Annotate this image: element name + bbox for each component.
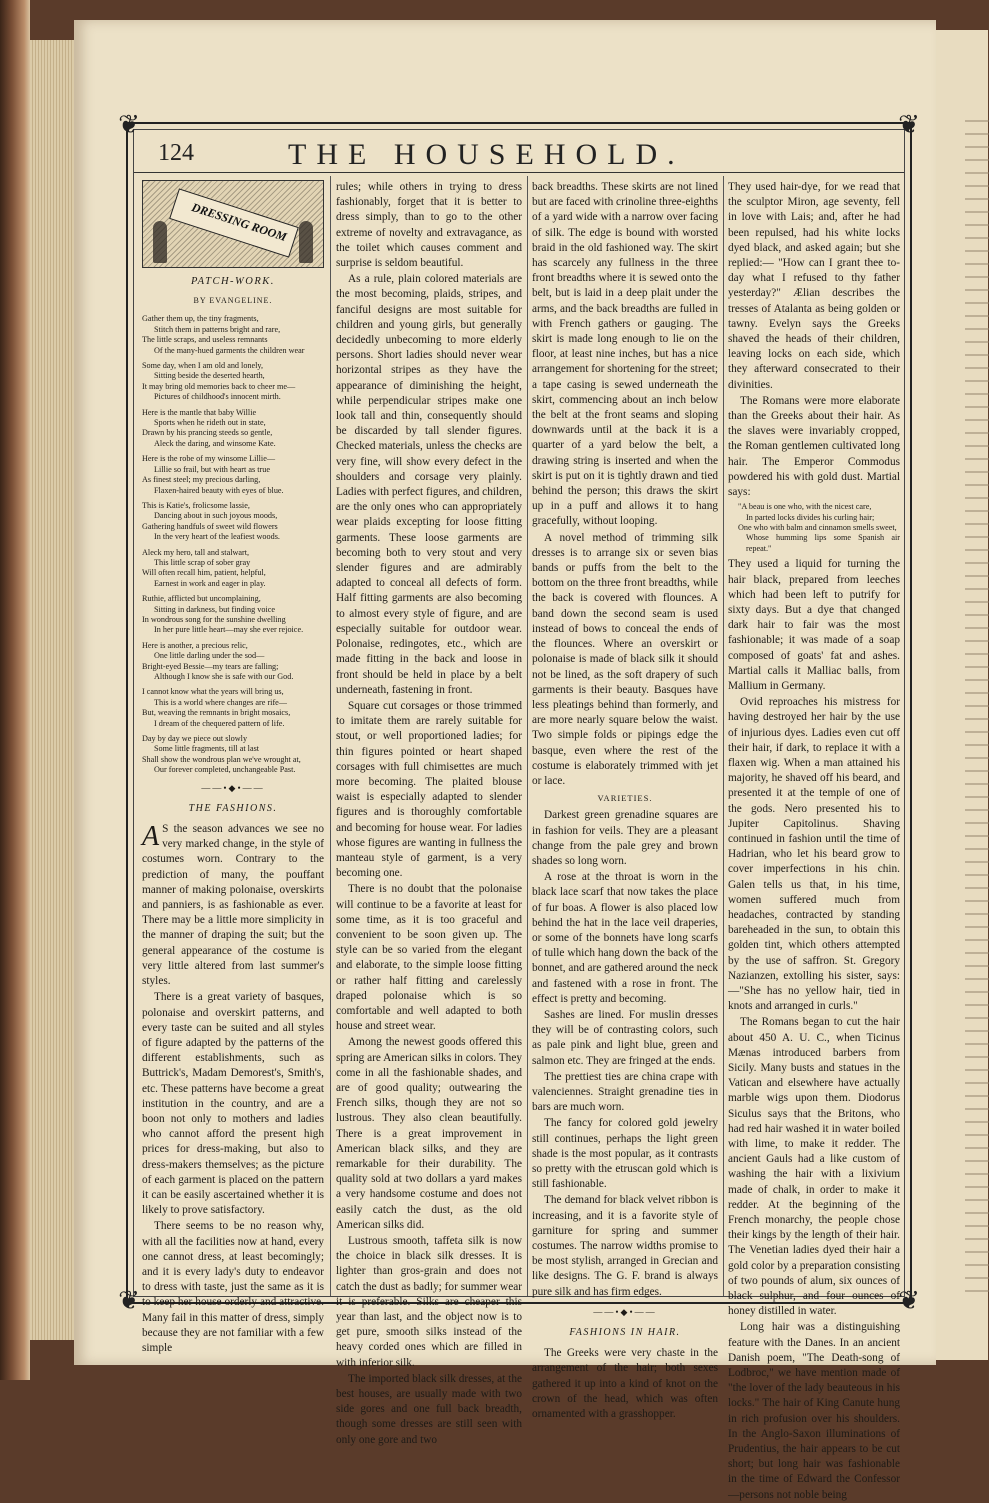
poem-line: Flaxen-haired beauty with eyes of blue. [154,485,284,495]
paragraph: Ovid reproaches his mistress for having destroyed her hair by the use of injurious dyes. Ladies even cut off their hair, if dark, to replace it with a flaxen wig. When a man attained his majority, he shaved off his beard, and presented it at the temple of one of the gods. Nero presented his to Jupiter Capitolinus. Shaving continued in fashion until the time of Hadrian, who let his beard grow to cover imperfections in his chin. Galen tells us that, in his time, women suffered much from headaches, contracted by standing bareheaded in the sun, to obtain this golden tint, which others attempted by the use of saffron. St. Gregory Nazianzen, extolling his sister, says:—"She has no yellow hair, tied in knots and arranged in curls." [728,696,900,1013]
poem-byline: BY EVANGELINE. [193,296,273,306]
book-binding [0,0,30,1380]
poem-line: Will often recall him, patient, helpful, [142,568,266,578]
poem-line: I cannot know what the years will bring us, [142,687,284,697]
section-title: THE FASHIONS. [188,802,278,814]
column-divider [723,176,724,1296]
flourish-icon: ❦ [898,1286,920,1315]
poem-line: Some day, when I am old and lonely, [142,361,264,371]
dressing-room-illustration [142,180,324,268]
paragraph: The demand for black velvet ribbon is increasing, and it is a favorite style of garniture for spring and summer costumes. The narrow widths promise to be most stylish, arranged in Grecian and like designs. The G. F. brand is always pure silk and has firm edges. [532,1194,718,1298]
paragraph: They used hair-dye, for we read that the sculptor Miron, age seventy, fell in love with Lais; and, after he had been repulsed, had his white locks dyed black, and asked again; but she replied:— "How can I grant thee to-day what I refused to thy father yesterday?" Ælian describes the tresses of Atalanta as being golden or tawny. Evelyn says the Greeks shaved the heads of their children, leaving locks on each side, which they afterward consecrated to their divinities. [728,181,900,391]
poem-stanza [142,501,324,543]
poem-line: In the very heart of the leafiest woods. [154,532,280,542]
poem-line: Some little fragments, till at last [154,744,260,754]
paragraph: A novel method of trimming silk dresses is to arrange six or seven bias bands or puffs from the belt to the bottom on the three front breadths, while the back is covered with flounces. A band down the second seam is used instead of bows to conceal the ends of the flounces. Where an overskirt or polonaise is made of black silk it should not be lined, as the soft drapery of such garments is their beauty. Basques have less pleatings behind than formerly, and are more nearly square below the waist. Two simple folds or pipings edge the basque, even where the rest of the costume is elaborately trimmed with jet or lace. [532,531,718,787]
poem-line: Gathering handfuls of sweet wild flowers [142,521,278,531]
poem-line: Drawn by his prancing steeds so gentle, [142,428,273,438]
poem-line: This is a world where changes are rife— [154,697,287,707]
paragraph: A S the season advances we see no very marked change, in the style of costumes worn. Contrary to the prediction of many, the pouffant manner of making polonaise, overskirts and panniers, is as fashionable as ever. There may be a little more simplicity in the manner of draping the suit; but the general appearance of the costume is very little altered from last summer's styles. [142,821,324,988]
poem-line: Ruthie, afflicted but uncomplaining, [142,594,261,604]
poem-line: This little scrap of sober gray [154,557,251,567]
poem-line: Here is the mantle that baby Willie [142,407,257,417]
poem-stanza [142,687,324,729]
poem-line: The little scraps, and useless remnants [142,335,268,345]
paragraph: Sashes are lined. For muslin dresses they will be of contrasting colors, such as pale pink and light blue, green and salmon etc. They are fringed at the ends. [532,1008,718,1067]
column-divider [330,176,331,1296]
poem-line: Dancing about in such joyous moods, [154,511,278,521]
flourish-icon: ❦ [118,110,140,139]
page-frame [118,110,920,1501]
column-1 [142,180,324,1354]
section-title: FASHIONS IN HAIR. [569,1327,681,1339]
paragraph: There seems to be no reason why, with all the facilities now at hand, every one cannot dress, at least becomingly; and it is every lady's duty to endeavor to dress with taste, just the same as it is to keep her house orderly and attractive. Many fail in this matter of dress, simply because they are not familiar with a few simple [142,1220,324,1354]
poem-line: Stitch them in patterns bright and rare, [154,324,281,334]
paragraph: The Romans began to cut the hair about 450 A. U. C., when Ticinus Mænas introduced barbers from Sicily. Many busts and statues in the Vatican and elsewhere have actually marble wigs upon them. Diodorus Siculus says that the Britons, who had red hair washed it in water boiled with lime, to make it redder. The ancient Gauls had a like custom of washing the hair with a lixivium made of chalk, in order to make it redder. At the beginning of the French monarchy, the people chose their kings by the length of their hair. The Venetian ladies dyed their hair a gold color by a preparation consisting of two pounds of alum, six ounces of black sulphur, and four ounces of honey distilled in water. [728,1016,900,1318]
poem-line: Aleck my hero, tall and stalwart, [142,547,250,557]
flourish-icon: ❦ [118,1286,140,1315]
page-title: THE HOUSEHOLD. [288,138,685,171]
poem-line: This is Katie's, frolicsome lassie, [142,500,250,510]
paragraph: rules; while others in trying to dress fashionably, forget that it is better to dress simply, than to go to the other extreme of novelty and extravagance, as the toilet which causes comment and surprise is seldom beautiful. [336,181,522,270]
poem-line: In wondrous song for the sunshine dwelling [142,614,286,624]
poem-line: Although I know she is safe with our God. [154,672,294,681]
page-edges [30,40,76,1340]
poem-line: Shall show the wondrous plan we've wrought at, [142,754,301,764]
paragraph: Lustrous smooth, taffeta silk is now the choice in black silk dresses. It is lighter than gros-grain and does not catch the dust as badly; for summer wear it is preferable. Silks are cheaper this year than last, and the object now is to get pure, smooth silks instead of the heavy corded ones which are filled in with inferior silk. [336,1235,522,1369]
paragraph: They used a liquid for turning the hair black, prepared from leeches which had been left to putrify for sixty days. But a dye that changed dark hair to fair was the most fashionable; it was made of a soap composed of goats' fat and ashes. Martial calls it Malliac balls, from Mallium in Germany. [728,558,900,692]
paragraph: The prettiest ties are china crape with valenciennes. Straight grenadine ties in bars are much worn. [532,1070,718,1114]
poem-line: Bright-eyed Bessie—my tears are falling; [142,661,279,671]
poem-line: Our forever completed, unchangeable Past. [154,765,296,775]
poem-line: Sitting in darkness, but finding voice [154,604,275,614]
quote-line: "A beau is one who, with the nicest care, [738,502,872,512]
adjacent-page [935,30,988,1360]
poem-stanza [142,734,324,776]
quote-line: Whose humming lips some Spanish air repeat." [746,533,900,553]
poem-stanza [142,408,324,450]
poem-line: But, weaving the remnants in bright mosaics, [142,708,291,718]
paragraph: The Greeks were very chaste in the arrangement of the hair; both sexes gathered it up into a kind of knot on the crown of the head, which was often ornamented with a grasshopper. [532,1347,718,1421]
section-divider: ——•◆•—— [593,1306,657,1317]
page-number: 124 [158,140,194,166]
poem-line: Aleck the daring, and winsome Kate. [154,438,276,448]
flourish-icon: ❦ [898,110,920,139]
book-page [74,20,936,1501]
poem-line: Pictures of childhood's innocent mirth. [154,392,281,402]
poem-stanza [142,641,324,683]
poem-line: One little darling under the sod— [154,651,265,661]
poem-body [142,314,324,775]
poem-line: I dream of the chequered pattern of life. [154,718,285,728]
paragraph: The imported black silk dresses, at the best houses, are usually made with two side gores and one full back breadth, though some dresses are still seen with only one gore and two [336,1372,522,1446]
column-3 [532,180,719,1421]
quote-line: In parted locks divides his curling hair; [746,512,875,522]
poem-line: Here is another, a precious relic, [142,640,248,650]
paragraph: Darkest green grenadine squares are in fashion for veils. They are a pleasant change from the pale grey and brown shades so long worn. [532,809,718,867]
poem-line: Lillie so frail, but with heart as true [154,464,270,474]
poem-line: Gather them up, the tiny fragments, [142,314,259,324]
paragraph: The fancy for colored gold jewelry still continues, perhaps the light green shade is the most popular, as it contrasts so pretty with the etruscan gold which is still fashionable. [532,1117,718,1191]
quotation [728,502,900,554]
paragraph: There is no doubt that the polonaise will continue to be a favorite at least for some time, as it is too graceful and convenient to be soon given up. The style can be so varied from the elegant and elaborate, to the simple loose fitting or rather half fitting and carelessly draped polonaise which is so comfortable and well adapted to both house and street wear. [336,883,522,1033]
poem-line: Day by day we piece out slowly [142,734,248,744]
poem-stanza [142,361,324,403]
paragraph: Square cut corsages or those trimmed to imitate them are rarely suitable for stout, or well proportioned ladies; for thin figures pointed or heart shaped corsages with full chimisettes are much more becoming. The plaited blouse waist is especially adapted to slender figures and is thoroughly comfortable and becoming for house wear. For ladies whose figures are wanting in fullness the manteau style of garment, is a very becoming one. [336,699,522,880]
paragraph: The Romans were more elaborate than the Greeks about their hair. As the slaves were invariably cropped, the Roman gentlemen cultivated long hair. The Emperor Commodus powdered his with gold dust. Martial says: [728,394,900,499]
paragraph: As a rule, plain colored materials are the most becoming, plaids, stripes, and fanciful designs are most suitable for children and young girls, but generally decidedly unbecoming to more elderly persons. Short ladies should never wear horizontal stripes as they have the appearance of diminishing the height, while perpendicular stripes make one look tall and thin, consequently should be discarded by tall slender figures. Checked materials, unless the checks are very fine, will show every defect in the shoulders and corsage very plainly. Ladies with perfect figures, and children, are the only ones who can appropriately wear plaids excepting for loose fitting garments. These loose garments are becoming both to very stout and very slender figures and are admirably adapted to conceal all defects of form. Half fitting garments are also becoming to almost every style of figure, and are especially suitable for outdoor wear. Polonaise, redingotes, etc., which are made fitting in the back and loose in front should be held in place by a belt underneath, fastening in front. [336,273,523,696]
column-2 [336,180,523,1446]
poem-title: PATCH-WORK. [191,276,275,287]
poem-stanza [142,454,324,496]
poem-stanza [142,314,324,356]
paragraph: A rose at the throat is worn in the black lace scarf that now takes the place of fur boas. A flower is also placed low behind the hat in the lace veil draperies, or some of the bonnets have long scarfs of tulle which hang down the back of the bonnet, and are gathered around the neck and fastened with a rose in front. The effect is pretty and becoming. [532,871,719,1005]
poem-line: As finest steel; my precious darling, [142,475,261,485]
drop-cap: A [142,821,160,853]
poem-line: Earnest in work and eager in play. [154,578,266,588]
column-divider [527,176,528,1296]
poem-line: It may bring old memories back to cheer me— [142,381,296,391]
poem-line: In her pure little heart—may she ever rejoice. [154,625,304,635]
varieties-heading: VARIETIES. [597,793,653,804]
poem-line: Sitting beside the deserted hearth, [154,371,265,381]
illustration-caption: DRESSING ROOM [189,200,289,244]
section-divider: ——•◆•—— [201,782,265,793]
paragraph: back breadths. These skirts are not lined but are faced with crinoline three-eighths of a yard wide with a narrow over facing of silk. The edge is bound with worsted braid in the old fashioned way. The skirt has scarcely any fullness in the three front breadths where it is sewed onto the belt, but is laid in a deep plait under the arms, and the back breadths are fulled in with French gathers or gauging. The skirt is made long enough to lie on the floor, at least nine inches, but has a nice arrangement for shortening for the street; a tape casing is sewed underneath the skirt, commencing about an inch below the belt at the front seams and sloping downwards until at the back it is a quarter of a yard below the belt, a drawing string is inserted and when the skirt is put on it is tightly drawn and tied behind the person; this draws the skirt up in a puff and allows it to hang gracefully, without looping. [532,181,719,528]
poem-line: Sports when he rideth out in state, [154,418,266,428]
poem-stanza [142,594,324,636]
quote-line: One who with balm and cinnamon smells sweet, [738,523,897,533]
header-rule [134,172,904,173]
poem-line: Of the many-hued garments the children wear [154,345,305,355]
paragraph: Long hair was a distinguishing feature with the Danes. In an ancient Danish poem, "The Death-song of Lodbroc," we have mention made of "the lover of the lady beauteous in his locks." The hair of King Canute hung in rich profusion over his shoulders. In the Anglo-Saxon illuminations of Prudentius, the hair appears to be cut short; but long hair was fashionable in the time of Edward the Confessor—persons not noble being [728,1321,900,1501]
poem-stanza [142,548,324,590]
poem-line: Here is the robe of my winsome Lillie— [142,454,276,464]
column-4 [728,180,900,1501]
paragraph: Among the newest goods offered this spring are American silks in colors. They come in all the fashionable shades, and are of good quality; outwearing the French silks, though they are not so lustrous. They also clean beautifully. There is a great improvement in American black silks, and they are remarkable for their durability. The quality sold at two dollars a yard makes a very handsome costume and does not easily catch the dust, as the old American silks did. [336,1036,522,1231]
paragraph: There is a great variety of basques, polonaise and overskirt patterns, and every taste can be suited and all styles of figure adapted by the patterns of the different establishments, such as Buttrick's, Madam Demorest's, Smith's, etc. These patterns have become a great institution in the country, and are a boon not only to mothers and ladies who cannot afford the present high prices for dress-making, but also to dress-makers themselves; as the picture of each garment is placed on the pattern it can be easily ascertained whether it is likely to prove satisfactory. [142,991,324,1217]
